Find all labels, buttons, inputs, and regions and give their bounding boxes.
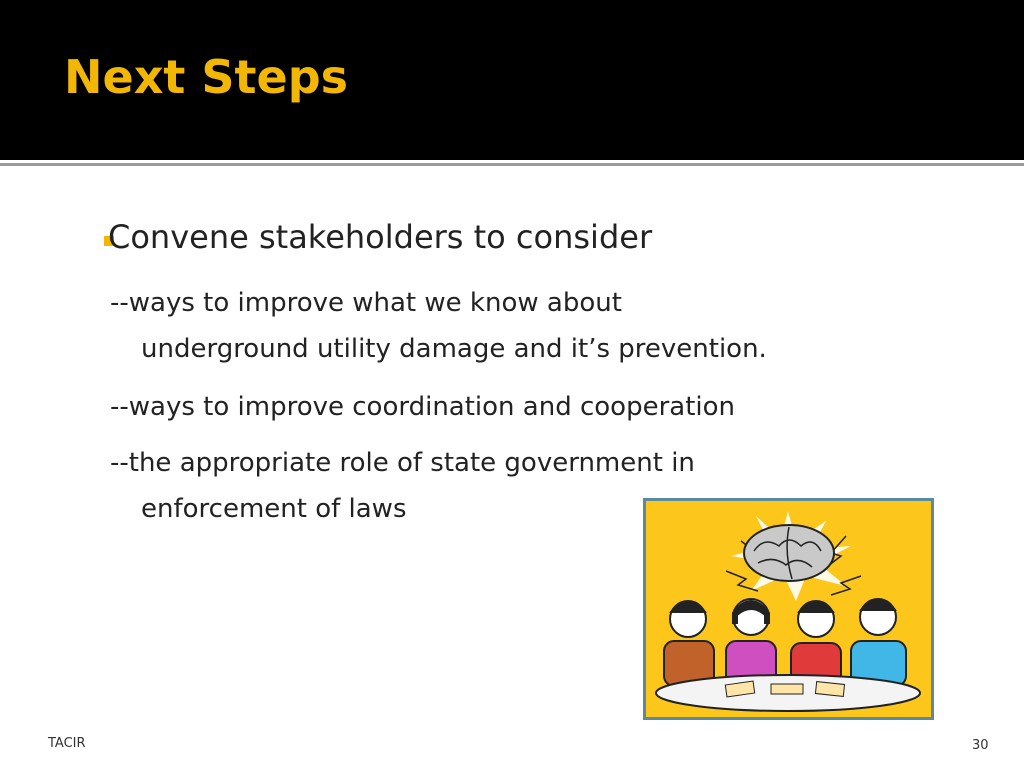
bullet-text: Convene stakeholders to consider bbox=[108, 218, 653, 256]
sub-item-line: --ways to improve what we know about bbox=[110, 288, 622, 318]
brain-icon bbox=[744, 525, 834, 581]
people-group-icon bbox=[664, 599, 906, 686]
slide-title: Next Steps bbox=[64, 50, 348, 104]
sub-item-line: underground utility damage and it’s prevention. bbox=[141, 334, 767, 364]
brainstorm-illustration bbox=[646, 501, 931, 717]
sub-item-line: enforcement of laws bbox=[141, 494, 407, 524]
sub-item-line: --the appropriate role of state government in bbox=[110, 448, 695, 478]
page-number: 30 bbox=[972, 738, 989, 753]
brainstorm-meeting-clipart bbox=[643, 498, 934, 720]
table-icon bbox=[656, 675, 920, 711]
sub-item bbox=[110, 440, 695, 532]
sub-item bbox=[110, 384, 735, 430]
sub-item-line: --ways to improve coordination and cooperation bbox=[110, 392, 736, 422]
sub-item bbox=[110, 280, 767, 372]
title-divider-shadow bbox=[0, 163, 1024, 166]
footer-organization: TACIR bbox=[48, 736, 86, 751]
